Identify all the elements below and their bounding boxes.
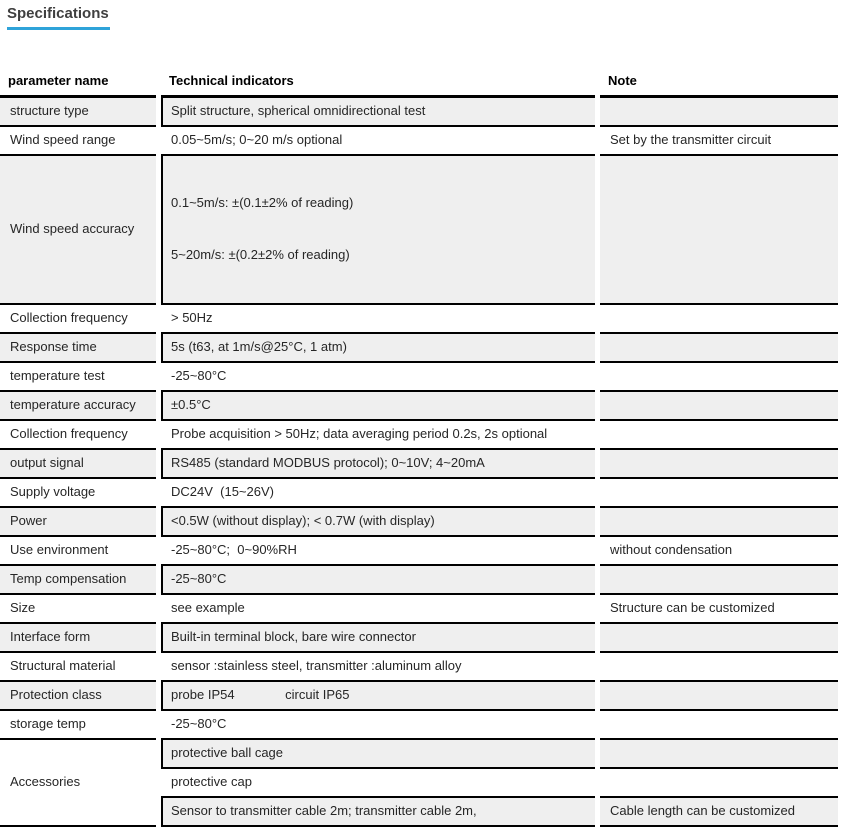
section-title-text: Specifications: [7, 5, 110, 30]
note-cell: [600, 769, 838, 798]
row-temperature-test: [0, 363, 838, 392]
param-cell: Structural material: [0, 653, 156, 682]
row-interface-form: [0, 624, 838, 653]
param-cell: temperature test: [0, 363, 156, 392]
tech-cell: -25~80°C: [161, 711, 595, 740]
param-cell-accessories: Accessories: [0, 740, 156, 827]
tech-cell: [161, 156, 595, 305]
note-cell: [600, 624, 838, 653]
tech-cell: -25~80°C: [161, 363, 595, 392]
note-cell: Set by the transmitter circuit: [600, 127, 838, 156]
tech-cell: > 50Hz: [161, 305, 595, 334]
tech-cell: protective ball cage: [161, 740, 595, 769]
tech-cell: see example: [161, 595, 595, 624]
row-wind-speed-accuracy: [0, 156, 838, 305]
note-cell: [600, 711, 838, 740]
param-cell: Supply voltage: [0, 479, 156, 508]
tech-cell: Sensor to transmitter cable 2m; transmitter cable 2m,: [161, 798, 595, 827]
param-cell: Size: [0, 595, 156, 624]
param-cell: Collection frequency: [0, 421, 156, 450]
note-cell: Structure can be customized: [600, 595, 838, 624]
note-cell: [600, 156, 838, 305]
tech-cell: -25~80°C: [161, 566, 595, 595]
param-cell: Interface form: [0, 624, 156, 653]
tech-cell: Probe acquisition > 50Hz; data averaging period 0.2s, 2s optional: [161, 421, 595, 450]
row-structural-material: [0, 653, 838, 682]
tech-cell: 5s (t63, at 1m/s@25°C, 1 atm): [161, 334, 595, 363]
note-cell: [600, 682, 838, 711]
note-cell: without condensation: [600, 537, 838, 566]
tech-cell: ±0.5°C: [161, 392, 595, 421]
param-cell: structure type: [0, 98, 156, 127]
note-cell: [600, 98, 838, 127]
param-cell: Use environment: [0, 537, 156, 566]
param-cell: storage temp: [0, 711, 156, 740]
row-supply-voltage: [0, 479, 838, 508]
row-temp-compensation: [0, 566, 838, 595]
note-cell: [600, 421, 838, 450]
tech-cell: sensor :stainless steel, transmitter :aluminum alloy: [161, 653, 595, 682]
param-cell: output signal: [0, 450, 156, 479]
tech-cell: protective cap: [161, 769, 595, 798]
tech-cell: -25~80°C; 0~90%RH: [161, 537, 595, 566]
row-size: [0, 595, 838, 624]
tech-cell: Split structure, spherical omnidirectional test: [161, 98, 595, 127]
note-cell: Cable length can be customized: [600, 798, 838, 827]
row-collection-frequency-2: [0, 421, 838, 450]
tech-cell: RS485 (standard MODBUS protocol); 0~10V; 4~20mA: [161, 450, 595, 479]
note-cell: [600, 363, 838, 392]
row-protection-class: [0, 682, 838, 711]
tech-cell: DC24V (15~26V): [161, 479, 595, 508]
param-cell: Collection frequency: [0, 305, 156, 334]
tech-cell: <0.5W (without display); < 0.7W (with display): [161, 508, 595, 537]
param-cell: Protection class: [0, 682, 156, 711]
section-title: [7, 5, 838, 30]
header-note: Note: [600, 66, 838, 98]
row-output-signal: [0, 450, 838, 479]
note-cell: [600, 566, 838, 595]
row-collection-frequency-1: [0, 305, 838, 334]
note-cell: [600, 479, 838, 508]
row-storage-temp: [0, 711, 838, 740]
header-row: [0, 66, 838, 98]
param-cell: Wind speed accuracy: [0, 156, 156, 305]
param-cell: temperature accuracy: [0, 392, 156, 421]
param-cell: Temp compensation: [0, 566, 156, 595]
row-structure-type: [0, 98, 838, 127]
note-cell: [600, 334, 838, 363]
tech-cell: probe IP54 circuit IP65: [161, 682, 595, 711]
note-cell: [600, 305, 838, 334]
row-temperature-accuracy: [0, 392, 838, 421]
specifications-page: [0, 5, 838, 818]
tech-line-1: 0.1~5m/s: ±(0.1±2% of reading): [171, 195, 354, 210]
tech-cell: 0.05~5m/s; 0~20 m/s optional: [161, 127, 595, 156]
row-accessories-ball-cage: [0, 740, 838, 769]
note-cell: [600, 740, 838, 769]
header-parameter-name: parameter name: [0, 66, 156, 98]
note-cell: [600, 508, 838, 537]
row-response-time: [0, 334, 838, 363]
param-cell: Power: [0, 508, 156, 537]
row-power: [0, 508, 838, 537]
note-cell: [600, 653, 838, 682]
header-technical-indicators: Technical indicators: [161, 66, 595, 98]
row-wind-speed-range: [0, 127, 838, 156]
note-cell: [600, 450, 838, 479]
tech-line-2: 5~20m/s: ±(0.2±2% of reading): [171, 247, 350, 262]
note-cell: [600, 392, 838, 421]
tech-cell: Built-in terminal block, bare wire connector: [161, 624, 595, 653]
row-use-environment: [0, 537, 838, 566]
specifications-table: [0, 66, 843, 827]
param-cell: Wind speed range: [0, 127, 156, 156]
param-cell: Response time: [0, 334, 156, 363]
